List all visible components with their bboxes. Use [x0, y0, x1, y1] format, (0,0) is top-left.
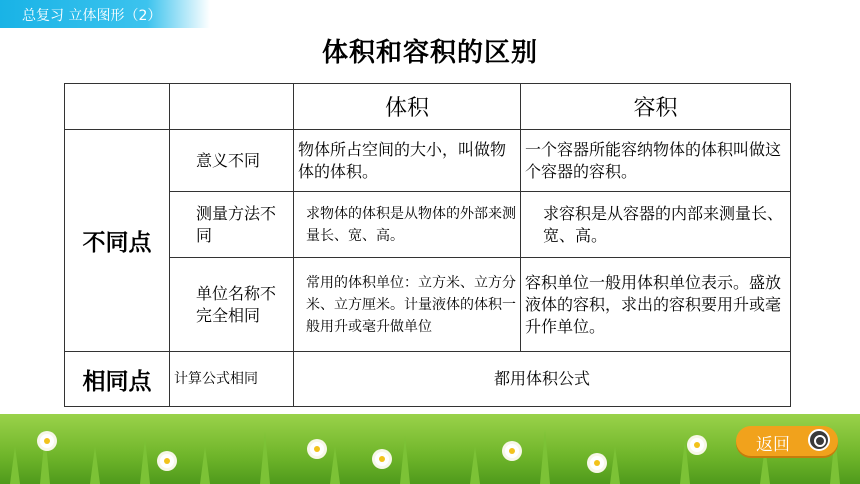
comparison-table [64, 83, 791, 407]
header-text: 总复习 立体图形（2） [22, 8, 162, 24]
grass-decoration [0, 414, 860, 484]
row-capacity: 一个容器所能容纳物体的体积叫做这个容器的容积。 [521, 130, 791, 192]
row-volume: 常用的体积单位：立方米、立方分米、立方厘米。计量液体的体积一般用升或毫升做单位 [294, 258, 521, 352]
header-cell-empty-2 [170, 84, 294, 130]
row-volume: 求物体的体积是从物体的外部来测量长、宽、高。 [294, 192, 521, 258]
back-button[interactable] [736, 426, 838, 456]
page-title: 体积和容积的区别 [321, 38, 538, 68]
table-row [65, 130, 791, 192]
header-cell-empty-1 [65, 84, 170, 130]
same-aspect: 计算公式相同 [170, 352, 294, 407]
header-bar [0, 0, 210, 28]
table-row-same [65, 352, 791, 407]
header-volume: 体积 [294, 84, 521, 130]
row-aspect: 单位名称不完全相同 [170, 258, 294, 352]
table-row [65, 258, 791, 352]
same-content: 都用体积公式 [294, 352, 791, 407]
row-aspect: 意义不同 [170, 130, 294, 192]
back-button-label: 返回 [756, 435, 790, 455]
row-capacity: 求容积是从容器的内部来测量长、宽、高。 [521, 192, 791, 258]
search-icon [808, 429, 830, 451]
header-capacity: 容积 [521, 84, 791, 130]
table-row [65, 192, 791, 258]
differences-label: 不同点 [65, 130, 170, 352]
row-capacity: 容积单位一般用体积单位表示。盛放液体的容积，求出的容积要用升或毫升作单位。 [521, 258, 791, 352]
row-volume: 物体所占空间的大小，叫做物体的体积。 [294, 130, 521, 192]
similarities-label: 相同点 [65, 352, 170, 407]
table-header-row [65, 84, 791, 130]
row-aspect: 测量方法不同 [170, 192, 294, 258]
